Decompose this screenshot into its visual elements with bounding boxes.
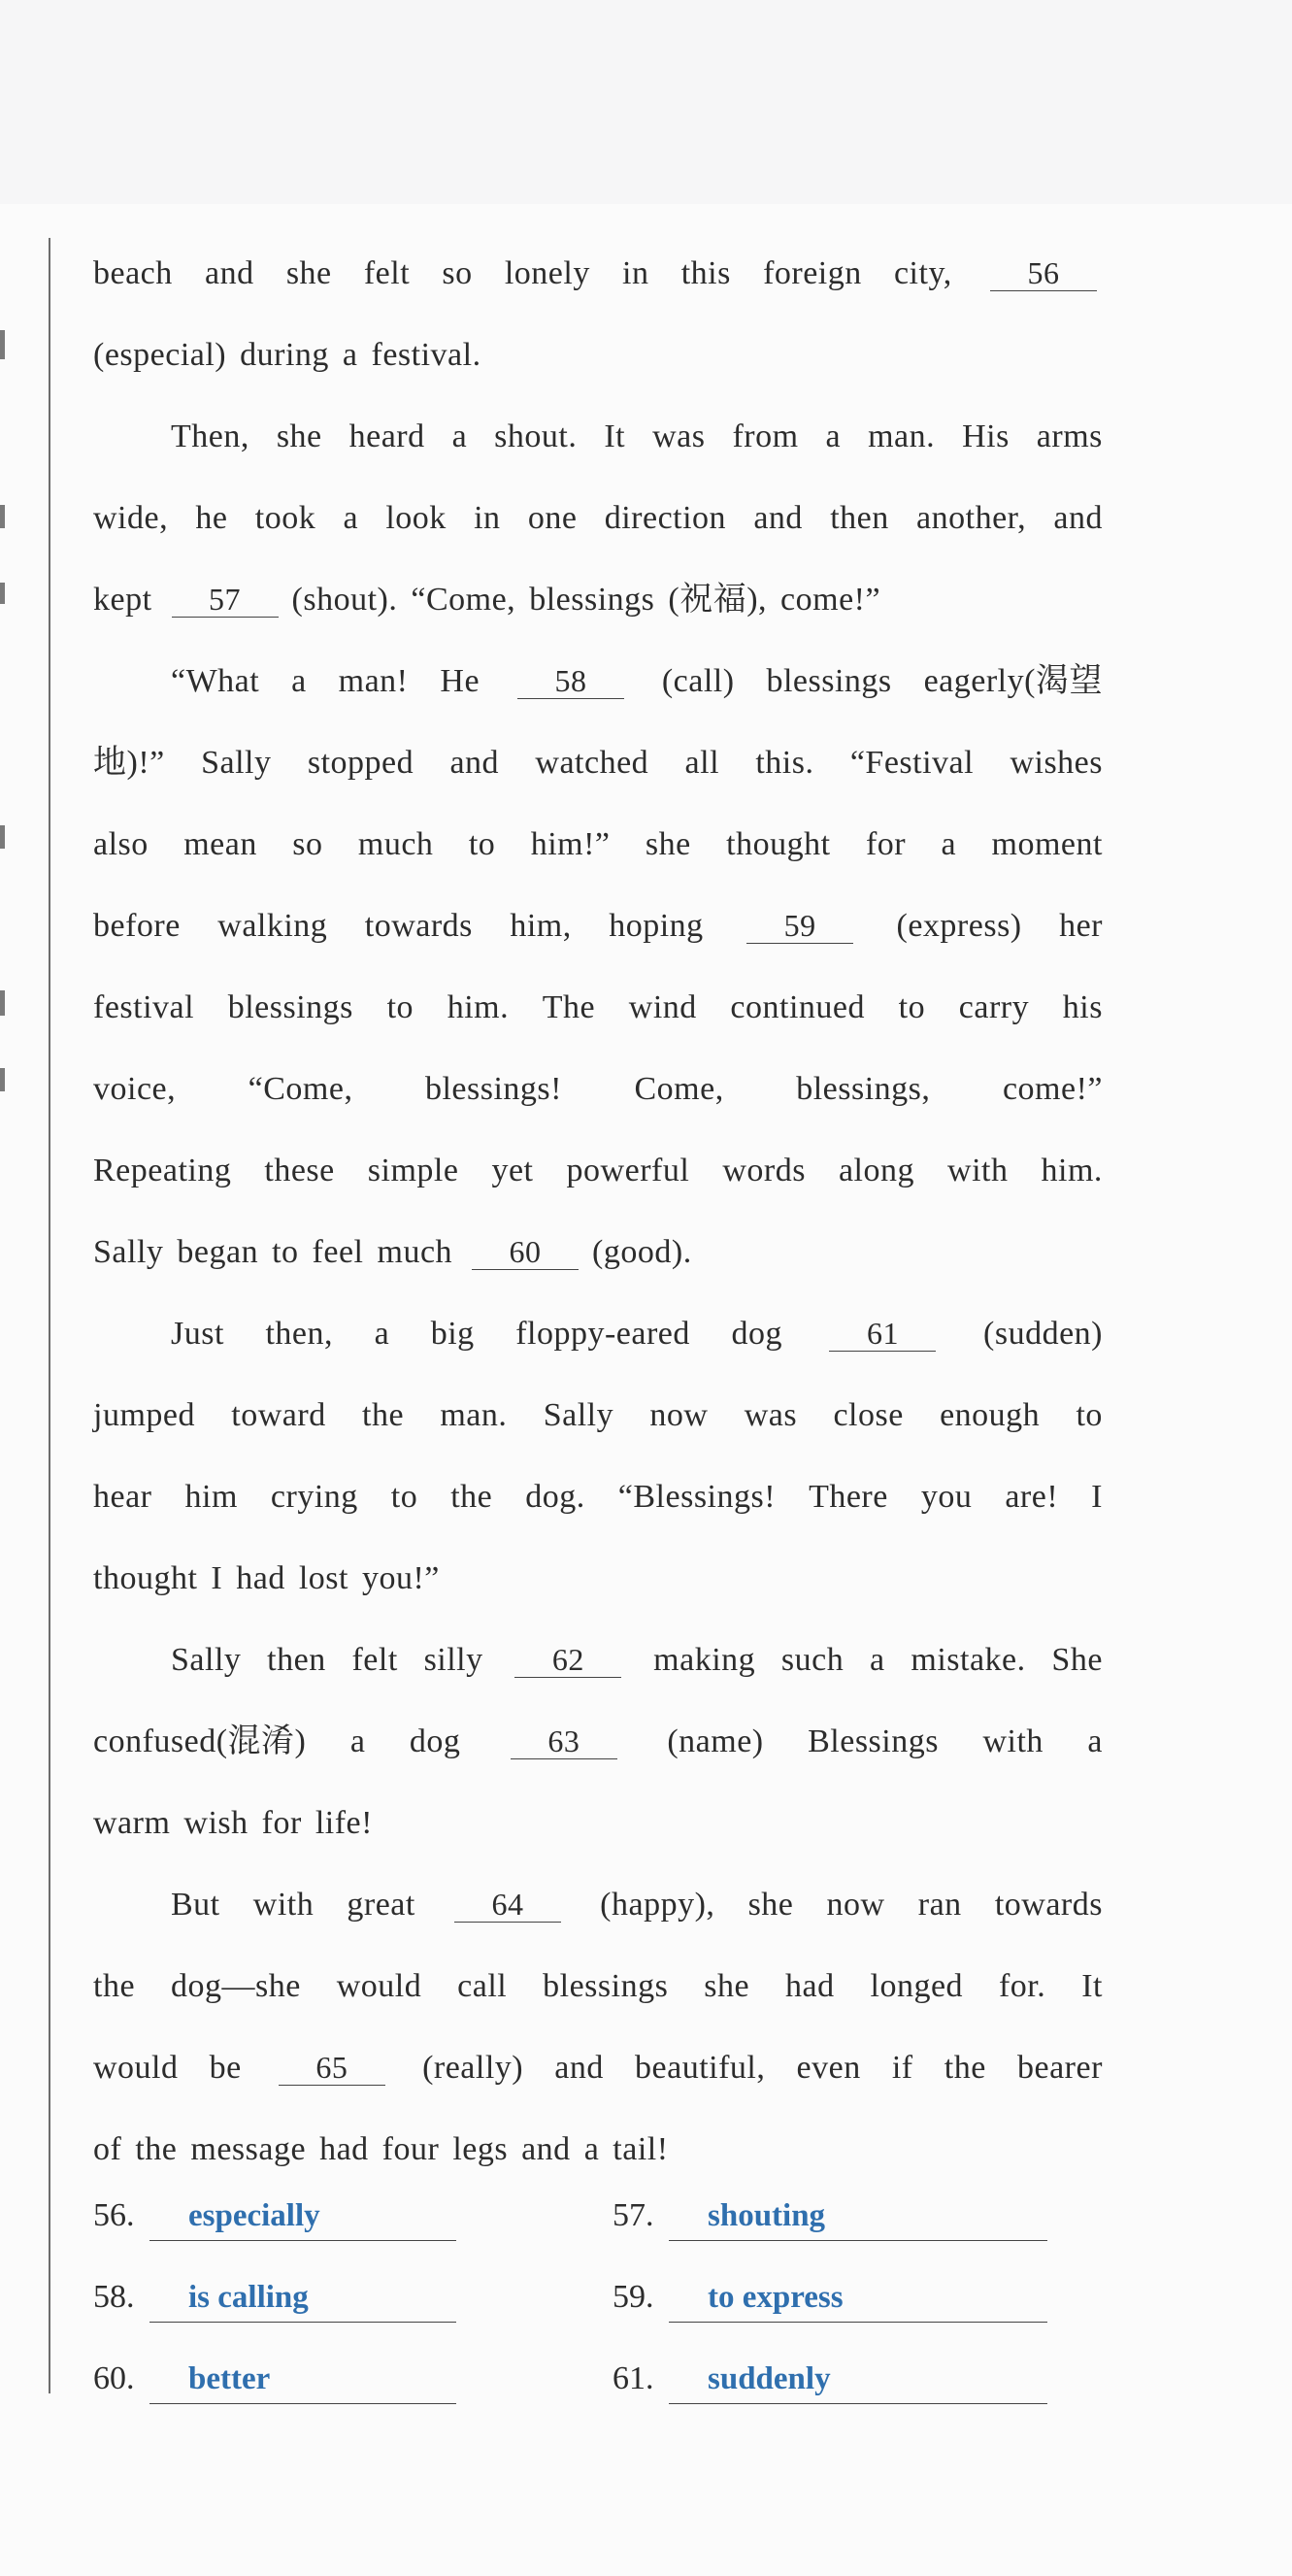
passage-line	[93, 1130, 1103, 1212]
passage-word: much	[377, 1234, 453, 1270]
passage-word: enough	[940, 1397, 1041, 1433]
passage-word: man.	[440, 1397, 508, 1433]
passage-word: (happy),	[600, 1887, 715, 1923]
passage-word: she	[747, 1887, 794, 1923]
passage-word: crying	[270, 1479, 358, 1515]
passage-word: There	[809, 1479, 888, 1515]
passage-line	[93, 1701, 1103, 1783]
passage-word: before	[93, 908, 181, 944]
passage-word: hoping	[609, 908, 704, 944]
passage-word: for	[261, 1805, 302, 1841]
passage-word: stopped	[307, 745, 414, 781]
passage-word: powerful	[566, 1153, 690, 1188]
passage-word: “Blessings!	[617, 1479, 777, 1515]
answer-number: 57.	[613, 2197, 654, 2233]
passage-line	[93, 804, 1103, 886]
passage-word: message	[190, 2131, 307, 2167]
passage-word: a	[343, 500, 359, 536]
passage-word: great	[347, 1887, 415, 1923]
passage-word: making	[653, 1642, 756, 1678]
passage-word: four	[381, 2131, 440, 2167]
blank-63: 63	[511, 1723, 617, 1759]
answer-row	[93, 2338, 1103, 2420]
edge-mark	[0, 1068, 5, 1091]
passage-word: to	[386, 989, 414, 1025]
passage-word: He	[440, 663, 480, 699]
passage-word: with	[982, 1723, 1044, 1759]
passage-word: the	[944, 2050, 986, 2086]
passage-word: simple	[367, 1153, 459, 1188]
passage-word: festival.	[371, 337, 481, 373]
answer-key	[93, 2175, 1103, 2420]
passage-line	[93, 396, 1103, 478]
passage-line	[93, 478, 1103, 559]
passage-word: wide,	[93, 500, 169, 536]
edge-mark	[0, 825, 5, 849]
passage-word: for.	[998, 1968, 1046, 2004]
passage-word: for	[865, 826, 907, 862]
passage-word: and	[449, 745, 500, 781]
passage-word: the	[362, 1397, 405, 1433]
passage-word: blessings	[227, 989, 353, 1025]
passage-word: she	[645, 826, 691, 862]
passage-word: warm	[93, 1805, 171, 1841]
passage-word: It	[1081, 1968, 1103, 2004]
passage-word: continued	[730, 989, 865, 1025]
passage-line	[93, 1212, 1103, 1293]
blank-56: 56	[990, 255, 1097, 291]
passage-word: him.	[447, 989, 510, 1025]
answer-value: especially	[149, 2191, 456, 2241]
passage-word: life!	[315, 1805, 373, 1841]
passage-line	[93, 1864, 1103, 1946]
passage-word: “Festival	[849, 745, 975, 781]
passage-word: beach	[93, 255, 173, 291]
passage-word: now	[826, 1887, 885, 1923]
passage-word: (call)	[661, 663, 735, 699]
passage-word: to	[898, 989, 926, 1025]
answer-number: 60.	[93, 2360, 135, 2396]
passage-word: a	[451, 418, 468, 454]
passage-word: him.	[1041, 1153, 1103, 1188]
passage-word: towards	[994, 1887, 1103, 1923]
passage-word: man.	[868, 418, 936, 454]
passage-word: the	[450, 1479, 493, 1515]
passage-word: moment	[991, 826, 1103, 862]
passage-word: she	[276, 418, 322, 454]
passage-word: a	[342, 337, 358, 373]
passage-word: tail!	[613, 2131, 669, 2167]
passage-word: of	[93, 2131, 122, 2167]
passage-word: to	[468, 826, 496, 862]
passage-word: beautiful,	[635, 2050, 766, 2086]
passage-word: now	[649, 1397, 709, 1433]
passage-word: a	[870, 1642, 885, 1678]
passage-word: man!	[338, 663, 409, 699]
passage-word: and	[205, 255, 254, 291]
passage-word: a	[941, 826, 957, 862]
page-top-band	[0, 0, 1292, 204]
passage-word: a	[374, 1316, 390, 1352]
passage-word: dog	[409, 1723, 461, 1759]
passage-word: bearer	[1017, 2050, 1103, 2086]
passage-line	[93, 641, 1103, 722]
passage-word: took	[254, 500, 316, 536]
passage-word: was	[652, 418, 706, 454]
passage-word: this.	[755, 745, 814, 781]
passage-word: dog.	[525, 1479, 585, 1515]
answer-item	[613, 2257, 1047, 2338]
passage-word: these	[264, 1153, 335, 1188]
passage-word: another,	[916, 500, 1027, 536]
passage-word: carry	[958, 989, 1030, 1025]
passage-word: Repeating	[93, 1153, 232, 1188]
passage-word: began	[177, 1234, 259, 1270]
passage-word: you	[920, 1479, 973, 1515]
answer-value: suddenly	[669, 2355, 1047, 2404]
answer-value: is calling	[149, 2273, 456, 2323]
passage-word: But	[171, 1887, 220, 1923]
passage-word: would	[93, 2050, 179, 2086]
passage-word: “Come,	[411, 582, 516, 618]
passage-word: a	[1087, 1723, 1103, 1759]
passage-line	[93, 2027, 1103, 2109]
passage-word: dog—she	[170, 1968, 301, 2004]
passage-word: heard	[348, 418, 425, 454]
passage-line	[93, 886, 1103, 967]
passage-word: big	[430, 1316, 475, 1352]
passage-word: words	[722, 1153, 806, 1188]
blank-60: 60	[472, 1234, 579, 1270]
passage-word: be	[209, 2050, 242, 2086]
passage-word: blessings	[543, 1968, 669, 2004]
passage-word: kept	[93, 582, 152, 618]
passage-word: if	[891, 2050, 913, 2086]
passage-word: blessings,	[796, 1071, 931, 1107]
passage-word: legs	[452, 2131, 509, 2167]
passage-word: had	[236, 1560, 285, 1596]
passage-word: close	[833, 1397, 904, 1433]
passage-word: a	[349, 1723, 366, 1759]
passage-word: are!	[1005, 1479, 1059, 1515]
passage-word: foreign	[763, 255, 862, 291]
passage-word: 地)!”	[93, 745, 165, 781]
passage-word: him!”	[530, 826, 611, 862]
answer-row	[93, 2175, 1103, 2257]
passage-word: look	[385, 500, 447, 536]
passage-word: voice,	[93, 1071, 177, 1107]
answer-item	[93, 2257, 456, 2338]
passage-word: festival	[93, 989, 195, 1025]
passage-word: jumped	[93, 1397, 195, 1433]
passage-line	[93, 233, 1103, 315]
passage-word: much	[357, 826, 434, 862]
passage-word: mean	[183, 826, 257, 862]
answer-item	[93, 2175, 456, 2257]
passage-line	[93, 1783, 1103, 1864]
answer-value: shouting	[669, 2191, 1047, 2241]
passage-word: (especial)	[93, 337, 227, 373]
passage-word: felt	[351, 1642, 398, 1678]
passage-word: silly	[423, 1642, 483, 1678]
passage-word: she	[285, 255, 332, 291]
answer-number: 61.	[613, 2360, 654, 2396]
passage-word: watched	[535, 745, 649, 781]
passage-word: Blessings	[808, 1723, 939, 1759]
passage-word: mistake.	[911, 1642, 1026, 1678]
passage-word: Sally	[171, 1642, 242, 1678]
passage-word: in	[474, 500, 501, 536]
passage-word: come!”	[1002, 1071, 1103, 1107]
blank-58: 58	[517, 663, 624, 699]
passage-word: the	[135, 2131, 178, 2167]
passage-word: to	[272, 1234, 299, 1270]
passage-word: lonely	[504, 255, 590, 291]
passage-word: It	[604, 418, 626, 454]
passage-word: one	[527, 500, 578, 536]
passage-word: then,	[265, 1316, 334, 1352]
answer-value: to express	[669, 2273, 1047, 2323]
passage-word: and	[554, 2050, 604, 2086]
passage-word: Sally	[543, 1397, 614, 1433]
edge-mark	[0, 505, 5, 528]
passage-word: Sally	[93, 1234, 164, 1270]
passage-word: such	[780, 1642, 845, 1678]
answer-number: 56.	[93, 2197, 135, 2233]
passage-word: blessings	[529, 582, 655, 618]
passage-line	[93, 1538, 1103, 1620]
passage-word: come!”	[780, 582, 881, 618]
passage-line	[93, 1456, 1103, 1538]
passage-line	[93, 1946, 1103, 2027]
answer-item	[93, 2338, 456, 2420]
passage-word: She	[1051, 1642, 1103, 1678]
answer-number: 59.	[613, 2279, 654, 2315]
passage-word: Come,	[634, 1071, 724, 1107]
blank-59: 59	[746, 908, 853, 944]
passage-word: had	[785, 1968, 835, 2004]
answer-value: better	[149, 2355, 456, 2404]
passage-word: call	[457, 1968, 508, 2004]
blank-61: 61	[829, 1316, 936, 1352]
blank-65: 65	[279, 2050, 385, 2086]
passage-word: toward	[231, 1397, 326, 1433]
passage-word: also	[93, 826, 149, 862]
passage-word: confused(混淆)	[93, 1723, 307, 1759]
passage-word: a	[583, 2131, 600, 2167]
passage-word: I	[1091, 1479, 1103, 1515]
passage-word: thought	[93, 1560, 198, 1596]
passage-word: (sudden)	[983, 1316, 1103, 1352]
answer-row	[93, 2257, 1103, 2338]
passage-word: thought	[726, 826, 831, 862]
passage-line	[93, 1375, 1103, 1456]
passage-word: so	[442, 255, 473, 291]
passage-word: with	[252, 1887, 315, 1923]
passage-line	[93, 722, 1103, 804]
passage-word: then	[830, 500, 889, 536]
passage-word: felt	[363, 255, 411, 291]
passage-word: (express)	[896, 908, 1022, 944]
answer-item	[613, 2175, 1047, 2257]
passage-word: (really)	[422, 2050, 524, 2086]
passage-line	[93, 1293, 1103, 1375]
passage-word: (good).	[592, 1234, 692, 1270]
passage-word: along	[838, 1153, 915, 1188]
passage-word: him	[184, 1479, 238, 1515]
passage-word: him,	[510, 908, 572, 944]
passage-word: “What	[171, 663, 260, 699]
passage-word: all	[684, 745, 720, 781]
passage-word: and	[1053, 500, 1103, 536]
left-margin-rule	[49, 238, 50, 2393]
passage-word: a	[291, 663, 307, 699]
passage-word: ran	[917, 1887, 962, 1923]
blank-64: 64	[454, 1887, 561, 1923]
passage-word: Sally	[201, 745, 272, 781]
passage-word: yet	[491, 1153, 534, 1188]
passage-word: blessings	[766, 663, 892, 699]
passage-word: towards	[364, 908, 473, 944]
passage-word: with	[947, 1153, 1009, 1188]
passage-word: had	[319, 2131, 369, 2167]
passage-word: her	[1059, 908, 1103, 944]
passage-line	[93, 1049, 1103, 1130]
passage-word: “Come,	[248, 1071, 353, 1107]
passage-word: so	[292, 826, 323, 862]
passage-word: dog	[731, 1316, 782, 1352]
passage-line	[93, 967, 1103, 1049]
passage-word: hear	[93, 1479, 152, 1515]
passage-word: floppy-eared	[515, 1316, 690, 1352]
passage-word: was	[744, 1397, 798, 1433]
passage-word: (name)	[667, 1723, 764, 1759]
passage-word: to	[1076, 1397, 1103, 1433]
passage-word: wind	[628, 989, 697, 1025]
edge-mark	[0, 330, 5, 359]
passage-line	[93, 1620, 1103, 1701]
blank-62: 62	[514, 1642, 621, 1678]
passage-word: The	[542, 989, 596, 1025]
passage-word: shout.	[494, 418, 578, 454]
passage-word: Just	[171, 1316, 224, 1352]
passage-word: I	[211, 1560, 223, 1596]
answer-item	[613, 2338, 1047, 2420]
passage-word: during	[240, 337, 329, 373]
passage-text	[93, 233, 1103, 2191]
passage-word: wishes	[1010, 745, 1103, 781]
passage-word: walking	[217, 908, 328, 944]
passage-word: would	[336, 1968, 422, 2004]
passage-word: to	[390, 1479, 418, 1515]
passage-word: she	[704, 1968, 750, 2004]
passage-word: arms	[1036, 418, 1103, 454]
passage-word: even	[796, 2050, 861, 2086]
passage-word: you!”	[361, 1560, 440, 1596]
passage-word: his	[1062, 989, 1103, 1025]
passage-word: feel	[312, 1234, 364, 1270]
passage-word: direction	[604, 500, 727, 536]
passage-word: blessings!	[424, 1071, 562, 1107]
passage-line	[93, 559, 1103, 641]
passage-word: lost	[298, 1560, 348, 1596]
passage-word: then	[267, 1642, 326, 1678]
passage-word: eagerly(渴望	[923, 663, 1103, 699]
passage-word: longed	[870, 1968, 964, 2004]
passage-word: and	[521, 2131, 571, 2167]
edge-mark	[0, 990, 5, 1016]
passage-word: Then,	[171, 418, 249, 454]
blank-57: 57	[172, 582, 279, 618]
passage-word: in	[622, 255, 649, 291]
passage-word: (祝福),	[668, 582, 768, 618]
passage-word: city,	[893, 255, 952, 291]
passage-word: wish	[183, 1805, 248, 1841]
answer-number: 58.	[93, 2279, 135, 2315]
passage-word: (shout).	[291, 582, 398, 618]
passage-word: and	[753, 500, 803, 536]
passage-word: a	[825, 418, 842, 454]
passage-word: he	[195, 500, 228, 536]
passage-word: the	[93, 1968, 136, 2004]
passage-line	[93, 315, 1103, 396]
passage-word: this	[680, 255, 731, 291]
passage-word: from	[732, 418, 799, 454]
edge-mark	[0, 583, 5, 604]
passage-word: His	[962, 418, 1010, 454]
